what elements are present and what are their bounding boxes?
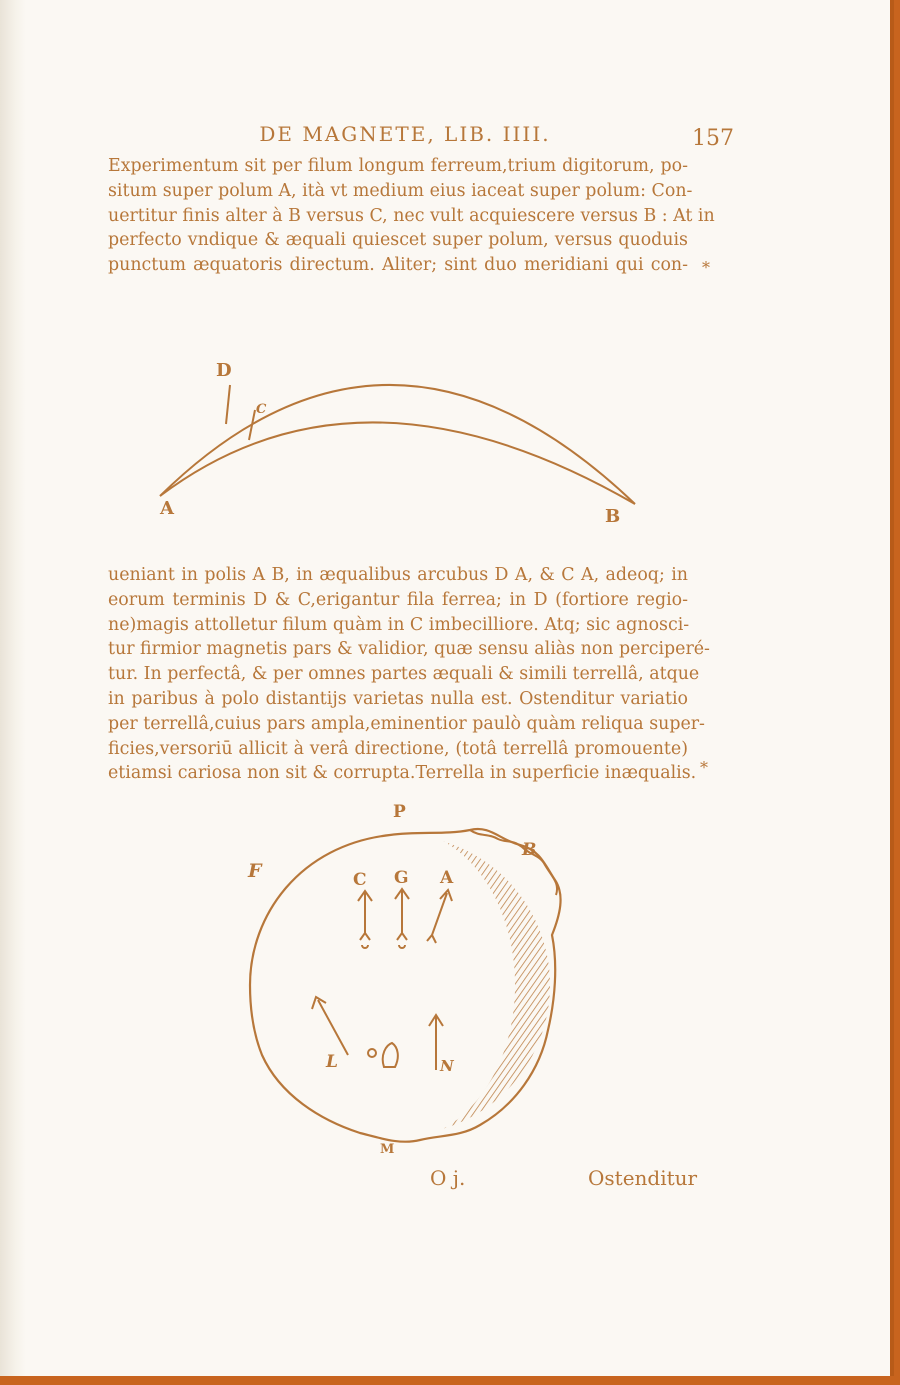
text-line: situm super polum A, ità vt medium eius iaceat super polum: Con- bbox=[108, 180, 693, 201]
text-line: uertitur finis alter à B versus C, nec vult acquiescere versus B : At in bbox=[108, 205, 715, 226]
label-d: D bbox=[216, 360, 232, 381]
text-line: punctum æquatoris directum. Aliter; sint duo meridiani qui con- bbox=[108, 255, 688, 276]
label-a: A bbox=[160, 498, 174, 519]
page-number: 157 bbox=[692, 126, 734, 151]
terrella-figure bbox=[0, 795, 894, 1165]
outer-arc bbox=[160, 385, 635, 504]
text-line: per terrellâ,cuius pars ampla,eminentior paulò quàm reliqua super- bbox=[108, 713, 705, 734]
text-line: in paribus à polo distantijs varietas nulla est. Ostenditur variatio bbox=[108, 688, 688, 709]
label-c: C bbox=[353, 870, 367, 890]
text-line: tur. In perfectâ, & per omnes partes æquali & simili terrellâ, atque bbox=[108, 664, 700, 685]
text-line: eorum terminis D & C,erigantur fila ferrea; in D (fortiore regio- bbox=[108, 589, 688, 610]
text-line: ficies,versoriū allicit à verâ directione, (totâ terrellâ promouente) bbox=[108, 738, 688, 759]
needle-group-top bbox=[358, 889, 452, 948]
text-line: tur firmior magnetis pars & validior, quæ sensu aliàs non perciperé- bbox=[108, 639, 710, 660]
wire-d bbox=[226, 385, 230, 424]
catchword: Ostenditur bbox=[588, 1166, 698, 1190]
signature-mark: O j. bbox=[430, 1166, 466, 1190]
text-line: ueniant in polis A B, in æqualibus arcubus D A, & C A, adeoq; in bbox=[108, 565, 688, 585]
text-line: etiamsi cariosa non sit & corrupta.Terrella in superficie inæqualis. bbox=[108, 763, 697, 784]
margin-asterisk: * bbox=[702, 258, 710, 277]
paragraph-top bbox=[108, 154, 715, 278]
text-line: perfecto vndique & æquali quiescet super polum, versus quoduis bbox=[108, 230, 688, 251]
page-gutter bbox=[0, 0, 26, 1376]
text-line: ne)magis attolletur filum quàm in C imbecilliore. Atq; sic agnosci- bbox=[108, 614, 690, 635]
label-m: M bbox=[380, 1142, 395, 1157]
label-b: B bbox=[522, 840, 537, 860]
inner-arc bbox=[160, 422, 635, 504]
label-n: N bbox=[440, 1057, 454, 1075]
label-c: C bbox=[256, 402, 267, 417]
label-p: P bbox=[393, 802, 406, 822]
arc-figure bbox=[0, 340, 894, 580]
paragraph-bottom bbox=[108, 563, 710, 786]
text-line: Experimentum sit per filum longum ferreum,trium digitorum, po- bbox=[108, 156, 688, 176]
label-f: F bbox=[248, 860, 262, 882]
running-title: DE MAGNETE, LIB. IIII. bbox=[259, 122, 551, 146]
label-a: A bbox=[440, 868, 454, 888]
label-b: B bbox=[605, 506, 621, 527]
margin-asterisk: * bbox=[700, 758, 708, 777]
label-l: L bbox=[326, 1052, 338, 1072]
label-g: G bbox=[394, 868, 409, 888]
